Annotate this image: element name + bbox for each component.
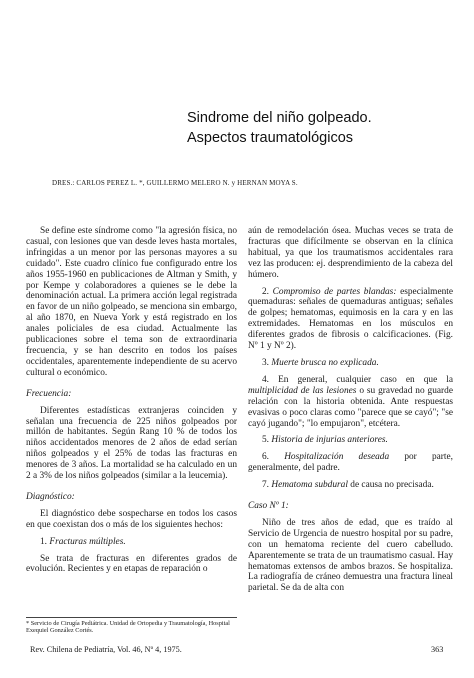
list-item-7-title: Hematoma subdural bbox=[271, 480, 348, 491]
page-number: 363 bbox=[431, 645, 444, 654]
journal-citation: Rev. Chilena de Pediatría, Vol. 46, Nº 4, 1975. bbox=[30, 645, 182, 654]
continuation-paragraph: aún de remodelación ósea. Muchas veces se trata de fracturas que difícilmente se observan en la clínica habitual, ya que los traumatismos accidentales rara vez las producen: ej. desprendimiento de la cabeza del húmero. bbox=[248, 226, 453, 280]
intro-paragraph: Se define este síndrome como "la agresión física, no casual, con lesiones que van desde leves hasta mortales, infringidas a un menor por las personas mayores a su cuidado". Este cuadro clínico fue configurado entre los años 1955-1960 en publicaciones de Altman y Smith, y por Kempe y colaboradores a quienes se le debe la denominación actual. La primera acción legal registrada en favor de un niño golpeado, se menciona sin embargo, al año 1870, en Nueva York y está registrado en los anales policiales de esa ciudad. Actualmente las publicaciones sobre el tema son de extraordinaria frecuencia, y se han descrito en todos los países occidentales, aparentemente independiente de su acervo cultural o económico. bbox=[26, 226, 237, 378]
fracturas-paragraph: Se trata de fracturas en diferentes grados de evolución. Recientes y en etapas de reparación o bbox=[26, 553, 237, 575]
list-item-4-italic: multiplicidad de las lesiones bbox=[248, 385, 357, 396]
footnote: * Servicio de Cirugía Pediátrica. Unidad de Ortopedia y Traumatología, Hospital Exequiel González Cortés. bbox=[26, 617, 237, 634]
list-item-2-number: 2. bbox=[262, 286, 270, 297]
title-line-2: Aspectos traumatológicos bbox=[187, 130, 354, 146]
section-heading-diagnostico: Diagnóstico: bbox=[26, 491, 75, 502]
list-item-1-number: 1. bbox=[40, 536, 48, 547]
list-item-3 bbox=[248, 358, 453, 369]
list-item-2-text: especialmente quemaduras: señales de quemaduras antiguas; señales de golpes; hematomas, equimosis en la cara y en las extremidades. Hematomas en los músculos en diferentes grados de fibrosis o calcificaciones. (Fig. Nº 1 y Nº 2). bbox=[248, 286, 454, 352]
left-column bbox=[26, 226, 237, 575]
list-item-3-title: Muerte brusca no explicada. bbox=[271, 357, 379, 368]
article-title bbox=[187, 108, 372, 148]
section-heading-frecuencia: Frecuencia: bbox=[26, 388, 72, 399]
list-item-6-title: Hospitalización deseada bbox=[284, 452, 390, 463]
diagnostico-paragraph: El diagnóstico debe sospecharse en todos los casos en que coexistan dos o más de los siguientes hechos: bbox=[26, 508, 237, 530]
list-item-4-post: o su gravedad no guarde relación con la historia obtenida. Ante respuestas evasivas o poco claras como "parece que se cayó"; "se cayó jugando"; "lo empujaron", etcétera. bbox=[248, 385, 453, 429]
list-item-7 bbox=[248, 480, 453, 491]
list-item-4-number: 4. bbox=[262, 374, 270, 385]
right-column bbox=[248, 226, 453, 594]
list-item-2-title: Compromiso de partes blandas: bbox=[272, 286, 397, 297]
list-item-2 bbox=[248, 287, 453, 352]
case-heading: Caso Nº 1: bbox=[248, 501, 289, 512]
list-item-3-number: 3. bbox=[262, 357, 270, 368]
list-item-7-text: de causa no precisada. bbox=[350, 480, 434, 491]
list-item-1 bbox=[26, 537, 237, 548]
list-item-1-title: Fracturas múltiples. bbox=[49, 536, 126, 547]
list-item-6 bbox=[248, 452, 453, 474]
list-item-4 bbox=[248, 375, 453, 430]
list-item-5-title: Historia de injurias anteriores. bbox=[271, 435, 388, 446]
list-item-5 bbox=[248, 435, 453, 446]
case-paragraph: Niño de tres años de edad, que es traído al Servicio de Urgencia de nuestro hospital por su padre, con un hematoma reciente del cuero cabelludo. Aparentemente se trata de un traumatismo casual. Hay hematomas extensos de ambos brazos. Se hospitaliza. La radiografía de cráneo demuestra una fractura lineal parietal. Se da de alta con bbox=[248, 517, 453, 594]
authors-line: DRES.: CARLOS PEREZ L. *, GUILLERMO MELERO N. y HERNAN MOYA S. bbox=[52, 179, 298, 187]
list-item-6-number: 6. bbox=[262, 452, 270, 463]
title-line-1: Sindrome del niño golpeado. bbox=[187, 110, 372, 126]
list-item-7-number: 7. bbox=[262, 480, 270, 491]
frecuencia-paragraph: Diferentes estadísticas extranjeras coinciden y señalan una frecuencia de 225 niños golpeados por millón de habitantes. Según Rang 10 % de todos los niños accidentados menores de 2 años de edad serían niños golpeados y el 25% de todas las fracturas en menores de 3 años. La mortalidad se ha calculado en un 2 a 3% de los niños golpeados (similar a la leucemia). bbox=[26, 405, 237, 482]
list-item-6-text: por parte, generalmente, del padre. bbox=[248, 452, 453, 474]
list-item-4-pre: En general, cualquier caso en que la bbox=[278, 374, 454, 385]
list-item-5-number: 5. bbox=[262, 435, 270, 446]
